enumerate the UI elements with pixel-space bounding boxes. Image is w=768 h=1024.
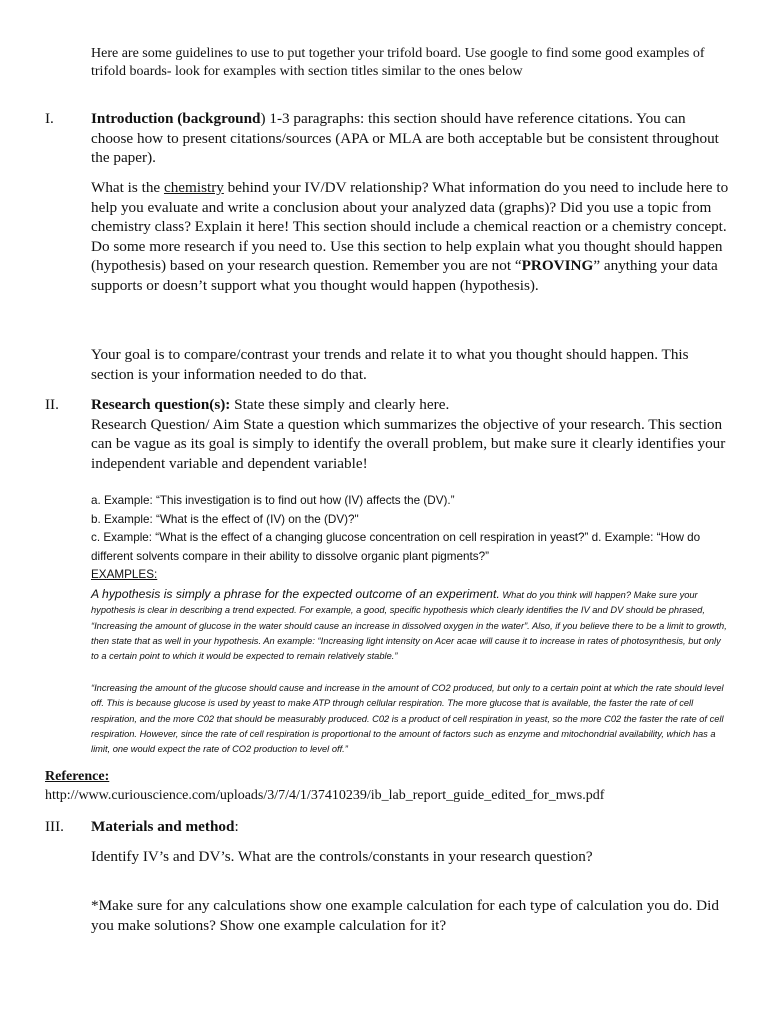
research-question-body: Research Question/ Aim State a question which summarizes the objective of your research. This section can be vague as its goal is simply to identify the overall problem, but make sure it clearly identifies your independent variable and dependent variable! xyxy=(91,415,726,472)
hypothesis-lead: A hypothesis is simply a phrase for the expected outcome of an experiment. xyxy=(91,587,500,601)
example-a: a. Example: “This investigation is to find out how (IV) affects the (DV).” xyxy=(91,494,455,507)
section-title: Materials and method xyxy=(91,818,235,835)
hypothesis-paragraph xyxy=(91,587,731,664)
intro-paragraph: Here are some guidelines to use to put together your trifold board. Use google to find some good examples of trifold boards- look for examples with section titles similar to the ones below xyxy=(91,46,705,79)
hypothesis-example-quote: “Increasing the amount of the glucose should cause and increase in the amount of CO2 produced, but only to a certain point at which the rate should level off. This is because glucose is used by yeast to make ATP through cellular respiration. The more glucose that is available, the faster the rate of cell respiration, and the more C02 that should be measurably produced. C02 is a product of cell respiration in yeast, so the more C02 the faster the rate of cell respiration. However, since the rate of cell respiration is proportional to the amount of factors such as enzyme and mitochondrial availability, which has a limit, one would expect the rate of CO2 production to level off.” xyxy=(91,683,724,755)
section-title-rest: State these simply and clearly here. xyxy=(230,396,450,413)
section-title: Introduction (background xyxy=(91,110,261,127)
title-colon: : xyxy=(234,818,239,835)
chemistry-paragraph xyxy=(91,178,731,296)
section-numeral: III. xyxy=(45,818,64,835)
examples-list xyxy=(91,492,731,585)
section-introduction-heading xyxy=(45,109,735,168)
reference-url[interactable]: http://www.curiouscience.com/uploads/3/7/4/1/37410239/ib_lab_report_guide_edited_for_mws.pdf xyxy=(45,788,605,803)
chemistry-underlined: chemistry xyxy=(163,179,224,196)
paragraph-text: ” anything your data supports or doesn’t support what you thought would happen (hypothesis). xyxy=(91,257,718,294)
section-numeral: II. xyxy=(45,396,59,413)
examples-label: EXAMPLES: xyxy=(91,568,158,581)
goal-paragraph: Your goal is to compare/contrast your trends and relate it to what you thought should happen. This section is your information needed to do that. xyxy=(91,346,689,383)
ivdv-paragraph: Identify IV’s and DV’s. What are the controls/constants in your research question? xyxy=(91,848,593,865)
calculation-paragraph: *Make sure for any calculations show one example calculation for each type of calculation you do. Did you make solutions? Show one example calculation for it? xyxy=(91,897,719,934)
section-numeral: I. xyxy=(45,110,54,127)
paragraph-text: behind your IV/DV relationship? What information do you need to include here to help you evaluate and write a conclusion about your analyzed data (graphs)? Did you use a topic from chemistry class? Explain it here! This section should include a chemical reaction or a chemistry concept. Do some more research if you need to. Use this section to help explain what you thought should happen (hypothesis) based on your research question. Remember you are not “ xyxy=(91,179,729,275)
hypothesis-rest: What do you think will happen? Make sure your hypothesis is clear in describing a trend expected. For example, a good, specific hypothesis which clearly identifies the IV and DV should be phrased, “Increasing the amount of glucose in the water should cause an increase in dissolved oxygen in the water”. Also, if you believe there to be a limit to growth, then state that as well in your hypothesis. An example: “Increasing light intensity on Acer acae will cause it to increase in rates of photosynthesis, but only to a certain point to which it would be expected to remain relatively stable.” xyxy=(91,590,727,662)
paragraph-text: What is the xyxy=(91,179,164,196)
section-research-question-heading xyxy=(45,395,735,473)
reference-label: Reference: xyxy=(45,769,110,784)
title-colon: : xyxy=(225,396,231,413)
example-c-d: c. Example: “What is the effect of a changing glucose concentration on cell respiration in yeast?” d. Example: “How do different solvents compare in their ability to dissolve organic plant pigments?” xyxy=(91,531,701,563)
proving-bold: PROVING xyxy=(521,257,594,275)
section-materials-heading xyxy=(45,817,735,837)
section-title: Research question(s) xyxy=(91,396,226,413)
example-b: b. Example: “What is the effect of (IV) on the (DV)?" xyxy=(91,512,359,526)
section-title-rest: ) 1-3 paragraphs: this section should have reference citations. You can choose how to present citations/sources (APA or MLA are both acceptable but be consistent throughout the paper). xyxy=(91,110,719,167)
